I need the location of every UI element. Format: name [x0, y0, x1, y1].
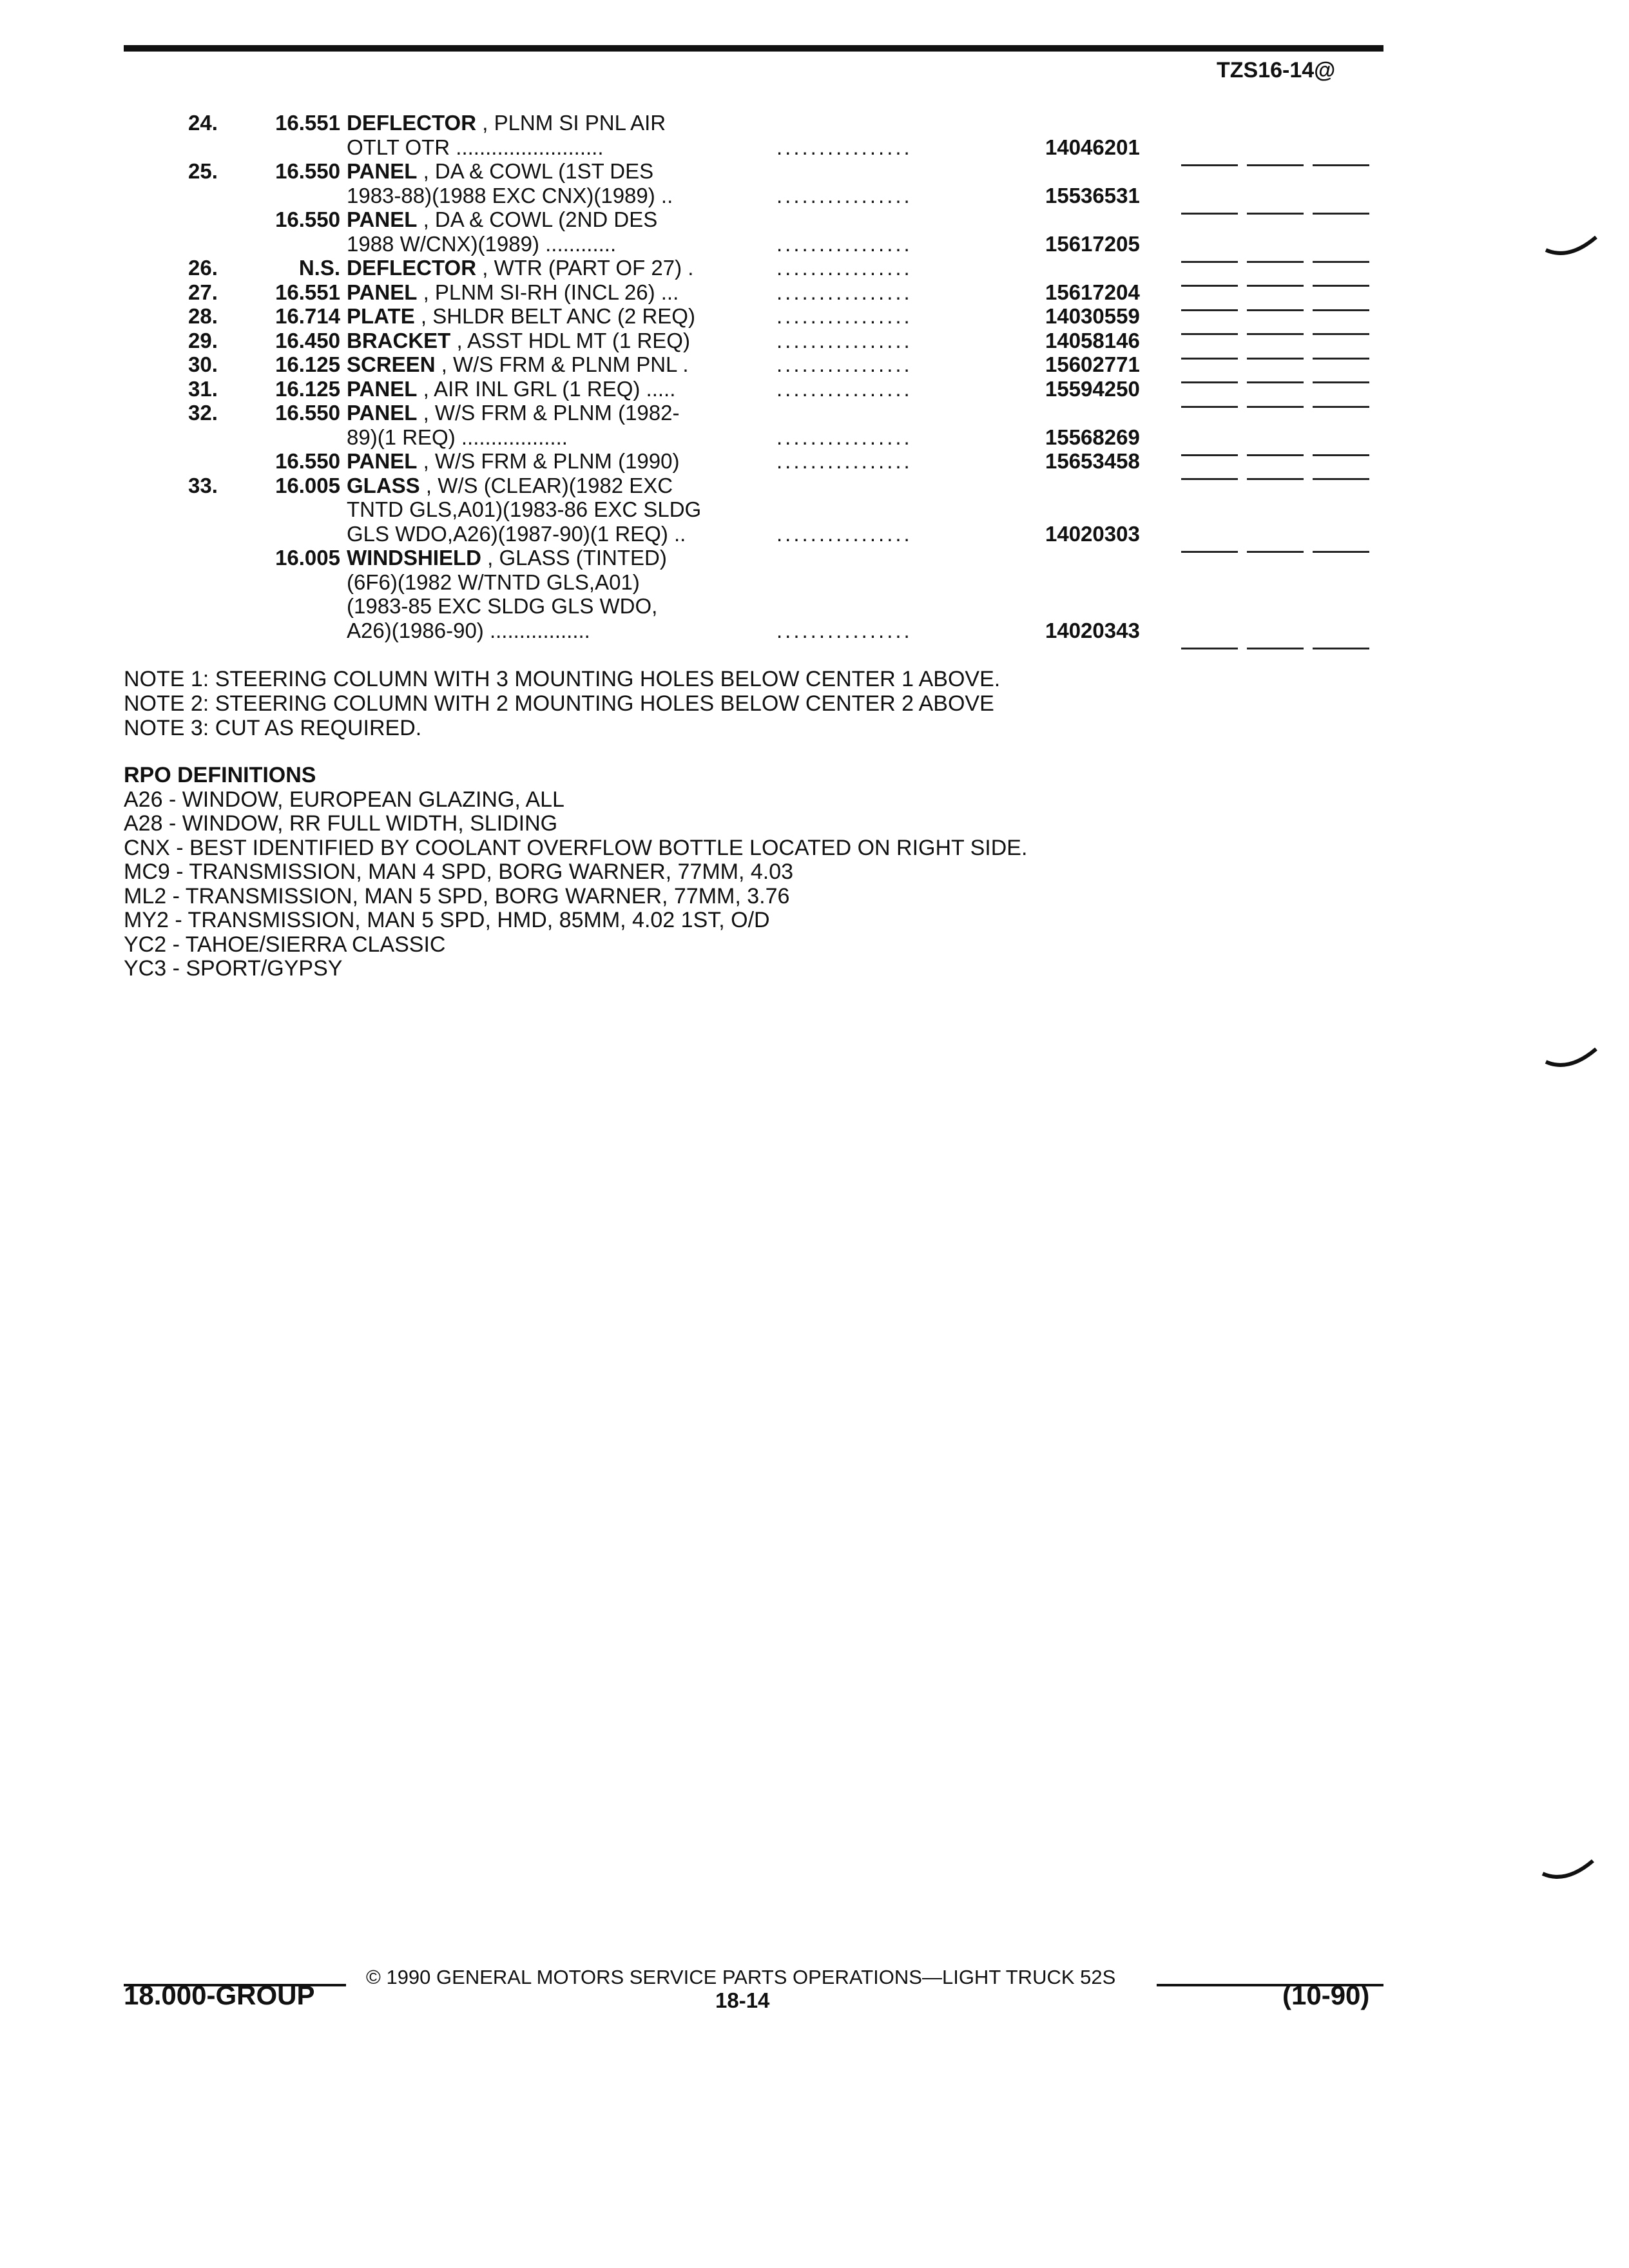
part-description-text: , GLASS (TINTED): [481, 546, 667, 570]
rpo-item: MC9 - TRANSMISSION, MAN 4 SPD, BORG WARNER, 77MM, 4.03: [124, 860, 794, 884]
blank-line: [1181, 648, 1238, 649]
part-description-text: , W/S FRM & PLNM PNL .: [435, 352, 689, 376]
leader-dots: ................: [776, 183, 912, 207]
part-description-text: TNTD GLS,A01)(1983-86 EXC SLDG: [347, 497, 702, 521]
rpo-item: A26 - WINDOW, EUROPEAN GLAZING, ALL: [124, 787, 564, 812]
part-row: [0, 377, 1629, 401]
part-row: [0, 304, 1629, 329]
leader-dots: ................: [776, 231, 912, 256]
part-row: [0, 401, 1629, 425]
group-number: N.S.: [298, 256, 340, 280]
item-number: 33.: [188, 473, 218, 497]
part-description: [347, 329, 690, 353]
part-description: [347, 207, 657, 232]
part-number: 15602771: [1045, 352, 1140, 376]
part-description-text: , ASST HDL MT (1 REQ): [450, 328, 690, 352]
part-name: BRACKET: [347, 328, 451, 352]
part-description-text: , W/S (CLEAR)(1982 EXC: [419, 473, 673, 497]
part-description: [347, 425, 568, 450]
part-description: [347, 497, 701, 522]
part-description-text: 89)(1 REQ) ..................: [347, 425, 568, 449]
group-number: 16.550: [275, 207, 340, 231]
part-description-text: , DA & COWL (2ND DES: [417, 207, 658, 231]
item-number: 25.: [188, 159, 218, 183]
part-row: [0, 497, 1629, 522]
part-number: 14020303: [1045, 521, 1140, 546]
part-description-text: OTLT OTR .........................: [347, 135, 604, 159]
part-row: [0, 546, 1629, 570]
part-description: [347, 232, 616, 256]
part-description: [347, 449, 679, 474]
item-number: 31.: [188, 376, 218, 401]
part-description: [347, 377, 675, 401]
part-name: WINDSHIELD: [347, 546, 481, 570]
part-description: [347, 522, 686, 546]
group-number: 16.550: [275, 159, 340, 183]
group-number: 16.551: [275, 111, 340, 135]
leader-dots: ................: [776, 280, 912, 304]
part-number: 14030559: [1045, 304, 1140, 328]
part-number: 15594250: [1045, 376, 1140, 401]
part-row: [0, 111, 1629, 135]
part-description: [347, 546, 667, 570]
group-number: 16.714: [275, 304, 340, 328]
part-number: 14058146: [1045, 328, 1140, 352]
part-description-text: , W/S FRM & PLNM (1990): [417, 449, 680, 473]
part-name: DEFLECTOR: [347, 256, 477, 280]
part-description-text: , SHLDR BELT ANC (2 REQ): [414, 304, 695, 328]
part-row: [0, 474, 1629, 498]
item-number: 30.: [188, 352, 218, 376]
part-description: [347, 280, 679, 305]
blank-line: [1247, 648, 1304, 649]
part-description: [347, 474, 673, 498]
part-number: 14020343: [1045, 618, 1140, 642]
part-row: [0, 594, 1629, 619]
part-description-text: (6F6)(1982 W/TNTD GLS,A01): [347, 570, 640, 594]
part-description: [347, 111, 666, 135]
item-number: 26.: [188, 256, 218, 280]
part-name: GLASS: [347, 473, 420, 497]
group-number: 16.550: [275, 449, 340, 473]
part-description-text: GLS WDO,A26)(1987-90)(1 REQ) ..: [347, 521, 686, 546]
part-row: [0, 619, 1629, 643]
note-line: NOTE 1: STEERING COLUMN WITH 3 MOUNTING HOLES BELOW CENTER 1 ABOVE.: [124, 667, 1001, 691]
part-description: [347, 401, 679, 425]
leader-dots: ................: [776, 304, 912, 328]
part-name: PANEL: [347, 401, 418, 425]
part-name: PANEL: [347, 376, 418, 401]
group-number: 16.005: [275, 546, 340, 570]
part-row: [0, 135, 1629, 160]
binder-hole-mark: [1543, 1044, 1601, 1076]
part-description-text: , WTR (PART OF 27) .: [476, 256, 694, 280]
part-number: 15536531: [1045, 183, 1140, 207]
binder-hole-mark: [1540, 1856, 1598, 1888]
part-name: PLATE: [347, 304, 415, 328]
item-number: 24.: [188, 111, 218, 135]
group-number: 16.125: [275, 376, 340, 401]
part-description: [347, 159, 653, 184]
rpo-item: ML2 - TRANSMISSION, MAN 5 SPD, BORG WARNER, 77MM, 3.76: [124, 883, 790, 908]
rpo-heading: RPO DEFINITIONS: [124, 763, 316, 787]
rpo-item: CNX - BEST IDENTIFIED BY COOLANT OVERFLOW BOTTLE LOCATED ON RIGHT SIDE.: [124, 835, 1028, 860]
part-row: [0, 207, 1629, 232]
leader-dots: ................: [776, 618, 912, 642]
part-row: [0, 522, 1629, 546]
item-number: 28.: [188, 304, 218, 328]
footer-group: 18.000-GROUP: [124, 1980, 315, 2010]
part-row: [0, 280, 1629, 305]
part-name: PANEL: [347, 159, 418, 183]
group-number: 16.125: [275, 352, 340, 376]
leader-dots: ................: [776, 352, 912, 376]
part-description-text: 1983-88)(1988 EXC CNX)(1989) ..: [347, 183, 673, 207]
part-name: PANEL: [347, 207, 418, 231]
part-description: [347, 570, 640, 595]
part-description-text: , DA & COWL (1ST DES: [417, 159, 654, 183]
part-number: 15617204: [1045, 280, 1140, 304]
group-number: 16.005: [275, 473, 340, 497]
part-description-text: , PLNM SI PNL AIR: [476, 111, 666, 135]
part-description: [347, 619, 590, 643]
part-name: PANEL: [347, 449, 418, 473]
part-row: [0, 425, 1629, 450]
part-description: [347, 135, 604, 160]
group-number: 16.551: [275, 280, 340, 304]
part-description-text: , PLNM SI-RH (INCL 26) ...: [417, 280, 679, 304]
leader-dots: ................: [776, 449, 912, 473]
part-row: [0, 449, 1629, 474]
leader-dots: ................: [776, 521, 912, 546]
part-row: [0, 232, 1629, 256]
part-row: [0, 184, 1629, 208]
part-name: DEFLECTOR: [347, 111, 477, 135]
note-line: NOTE 3: CUT AS REQUIRED.: [124, 716, 422, 740]
part-description: [347, 594, 657, 619]
part-name: PANEL: [347, 280, 418, 304]
part-description-text: A26)(1986-90) .................: [347, 618, 590, 642]
item-number: 27.: [188, 280, 218, 304]
entry-blanks: [1181, 630, 1378, 655]
part-description-text: , AIR INL GRL (1 REQ) .....: [417, 376, 676, 401]
part-name: SCREEN: [347, 352, 436, 376]
part-description: [347, 184, 673, 208]
leader-dots: ................: [776, 425, 912, 449]
part-row: [0, 329, 1629, 353]
part-row: [0, 352, 1629, 377]
top-rule: [124, 45, 1383, 52]
group-number: 16.550: [275, 401, 340, 425]
part-number: 14046201: [1045, 135, 1140, 159]
footer-date: (10-90): [1282, 1980, 1370, 2010]
part-row: [0, 256, 1629, 280]
part-description: [347, 256, 693, 280]
group-number: 16.450: [275, 328, 340, 352]
item-number: 29.: [188, 328, 218, 352]
rpo-definitions: [124, 764, 1027, 981]
part-number: 15617205: [1045, 231, 1140, 256]
leader-dots: ................: [776, 328, 912, 352]
binder-hole-mark: [1543, 232, 1601, 264]
rpo-item: MY2 - TRANSMISSION, MAN 5 SPD, HMD, 85MM, 4.02 1ST, O/D: [124, 908, 770, 932]
rpo-item: YC3 - SPORT/GYPSY: [124, 956, 343, 981]
item-number: 32.: [188, 401, 218, 425]
notes-section: [124, 667, 1000, 740]
part-description: [347, 304, 695, 329]
footer-copyright: © 1990 GENERAL MOTORS SERVICE PARTS OPERATIONS—LIGHT TRUCK 52S: [366, 1966, 1116, 1988]
part-description: [347, 352, 689, 377]
part-row: [0, 159, 1629, 184]
rpo-item: A28 - WINDOW, RR FULL WIDTH, SLIDING: [124, 811, 558, 836]
part-number: 15653458: [1045, 449, 1140, 473]
part-description-text: , W/S FRM & PLNM (1982-: [417, 401, 680, 425]
note-line: NOTE 2: STEERING COLUMN WITH 2 MOUNTING HOLES BELOW CENTER 2 ABOVE: [124, 691, 994, 716]
part-description-text: 1988 W/CNX)(1989) ............: [347, 231, 617, 256]
part-row: [0, 570, 1629, 595]
rpo-item: YC2 - TAHOE/SIERRA CLASSIC: [124, 932, 446, 957]
footer-page-number: 18-14: [715, 1988, 770, 2012]
blank-line: [1313, 648, 1369, 649]
leader-dots: ................: [776, 376, 912, 401]
leader-dots: ................: [776, 256, 912, 280]
part-number: 15568269: [1045, 425, 1140, 449]
part-description-text: (1983-85 EXC SLDG GLS WDO,: [347, 594, 658, 618]
leader-dots: ................: [776, 135, 912, 159]
page-code: TZS16-14@: [1217, 58, 1336, 82]
